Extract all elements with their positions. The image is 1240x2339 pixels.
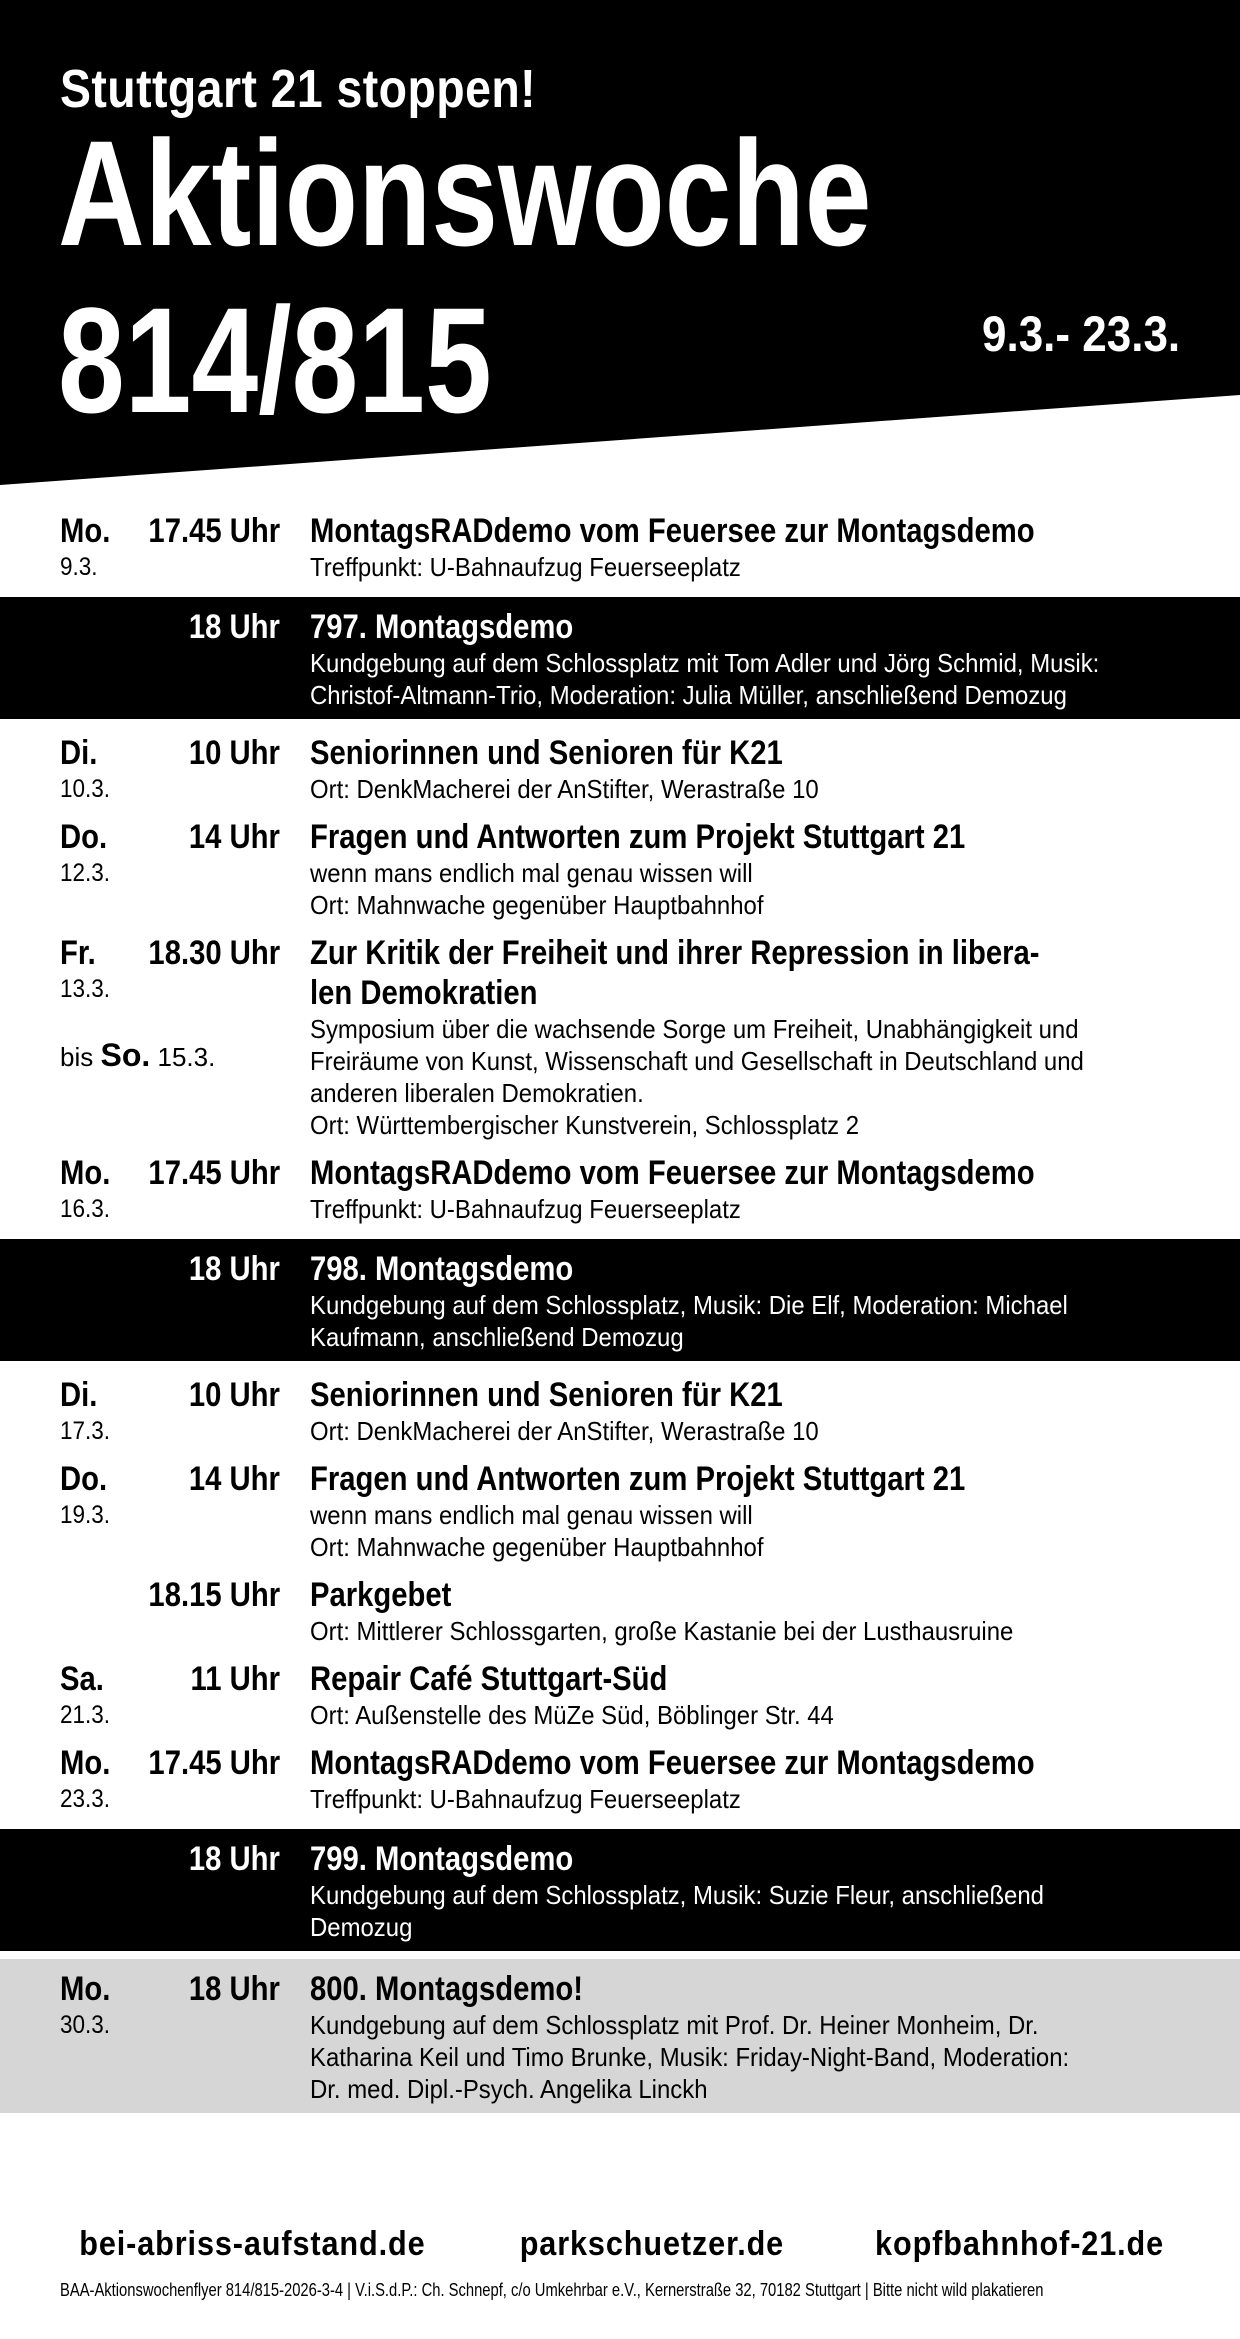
event-title: 800. Montagsdemo!: [310, 1970, 583, 2008]
event-when: [60, 817, 280, 889]
event-title: 797. Montagsdemo: [310, 608, 574, 646]
link-parkschuetzer[interactable]: parkschuetzer.de: [519, 2225, 785, 2263]
event-list: [0, 505, 1240, 2121]
event-time: 11 Uhr: [190, 1660, 280, 1698]
event-day: Di.: [60, 734, 98, 772]
event-day: Sa.: [60, 1660, 104, 1698]
event-time: 18.30 Uhr: [148, 934, 280, 972]
event-title: Zur Kritik der Freiheit und ihrer Repression in libera- len Demokratien: [310, 934, 1040, 1012]
event-day: Mo.: [60, 1970, 111, 2008]
event-details: [310, 1459, 1180, 1563]
event-end-date: [60, 1039, 215, 1073]
event-row: [0, 1239, 1240, 1361]
date-range: 9.3.- 23.3.: [981, 306, 1180, 362]
event-when: [60, 607, 280, 646]
event-description: Kundgebung auf dem Schlossplatz mit Prof. Dr. Heiner Monheim, Dr. Katharina Keil und Timo Brunke, Musik: Friday-Night-Band, Moderation: Dr. med. Dipl.-Psych. Angelika Linckh: [310, 2010, 1070, 2104]
event-when: [60, 733, 280, 805]
event-time: 17.45 Uhr: [148, 512, 280, 550]
event-row: [0, 1569, 1240, 1653]
event-row: [0, 1737, 1240, 1821]
event-when: [60, 1575, 280, 1614]
event-row: [0, 505, 1240, 589]
event-when: [60, 1969, 280, 2041]
event-date: 19.3.: [60, 1501, 111, 1529]
event-details: [310, 817, 1180, 921]
event-row: [0, 727, 1240, 811]
event-time: 18 Uhr: [188, 608, 280, 646]
event-title: MontagsRADdemo vom Feuersee zur Montagsdemo: [310, 1744, 1035, 1782]
event-description: Treffpunkt: U-Bahnaufzug Feuerseeplatz: [310, 552, 741, 582]
footer-links: [60, 2225, 1180, 2264]
event-date: 17.3.: [60, 1417, 111, 1445]
event-description: Treffpunkt: U-Bahnaufzug Feuerseeplatz: [310, 1194, 741, 1224]
bis-date: 15.3.: [157, 1042, 216, 1072]
event-date: 30.3.: [60, 2011, 111, 2039]
event-time: 14 Uhr: [188, 1460, 280, 1498]
footer: [0, 2215, 1240, 2339]
event-title: MontagsRADdemo vom Feuersee zur Montagsdemo: [310, 1154, 1035, 1192]
event-description: Ort: DenkMacherei der AnStifter, Werastraße 10: [310, 1416, 819, 1446]
link-kopfbahnhof-21[interactable]: kopfbahnhof-21.de: [874, 2225, 1164, 2263]
event-date: 12.3.: [60, 859, 111, 887]
event-title: Seniorinnen und Senioren für K21: [310, 734, 783, 772]
event-when: [60, 1375, 280, 1447]
event-row: [0, 1959, 1240, 2113]
header-banner: [0, 0, 1240, 490]
link-bei-abriss-aufstand[interactable]: bei-abriss-aufstand.de: [79, 2225, 426, 2263]
event-time: 18 Uhr: [188, 1250, 280, 1288]
event-row: [0, 1653, 1240, 1737]
event-day: Do.: [60, 1460, 108, 1498]
event-title: Fragen und Antworten zum Projekt Stuttgart 21: [310, 1460, 966, 1498]
event-day: Di.: [60, 1376, 98, 1414]
event-description: wenn mans endlich mal genau wissen will Ort: Mahnwache gegenüber Hauptbahnhof: [310, 858, 764, 920]
event-details: [310, 1153, 1180, 1225]
event-when: [60, 1743, 280, 1815]
main-title: Aktionswoche: [58, 109, 872, 277]
event-row: [0, 1453, 1240, 1569]
event-title: 798. Montagsdemo: [310, 1250, 574, 1288]
event-date: 21.3.: [60, 1701, 111, 1729]
event-description: Kundgebung auf dem Schlossplatz mit Tom Adler und Jörg Schmid, Musik: Christof-Altmann-Trio, Moderation: Julia Müller, anschließend Demozug: [310, 648, 1100, 710]
event-time: 18 Uhr: [188, 1970, 280, 2008]
event-description: Symposium über die wachsende Sorge um Freiheit, Unabhängigkeit und Freiräume von Kunst, Wissenschaft und Gesellschaft in Deutschland und anderen liberalen Demokratien. Ort: Württembergischer Kunstverein, Schlossplatz 2: [310, 1014, 1084, 1140]
event-time: 10 Uhr: [188, 1376, 280, 1414]
event-time: 17.45 Uhr: [148, 1154, 280, 1192]
event-date: 13.3.: [60, 975, 111, 1003]
supertitle: Stuttgart 21 stoppen!: [60, 59, 537, 119]
event-date: 16.3.: [60, 1195, 111, 1223]
event-details: [310, 933, 1180, 1141]
event-details: [310, 733, 1180, 805]
event-date: 9.3.: [60, 553, 98, 581]
event-description: Ort: DenkMacherei der AnStifter, Werastraße 10: [310, 774, 819, 804]
event-description: Ort: Mittlerer Schlossgarten, große Kastanie bei der Lusthausruine: [310, 1616, 1014, 1646]
event-description: Kundgebung auf dem Schlossplatz, Musik: Die Elf, Moderation: Michael Kaufmann, anschließend Demozug: [310, 1290, 1068, 1352]
event-number: 814/815: [58, 276, 492, 444]
event-description: Treffpunkt: U-Bahnaufzug Feuerseeplatz: [310, 1784, 741, 1814]
event-time: 10 Uhr: [188, 734, 280, 772]
bis-prefix: bis: [60, 1042, 94, 1072]
event-details: [310, 1659, 1180, 1731]
event-details: [310, 1575, 1180, 1647]
event-time: 18 Uhr: [188, 1840, 280, 1878]
event-description: Ort: Außenstelle des MüZe Süd, Böblinger Str. 44: [310, 1700, 834, 1730]
event-title: Parkgebet: [310, 1576, 452, 1614]
event-details: [310, 1249, 1180, 1353]
bis-day: So.: [100, 1037, 151, 1073]
event-time: 14 Uhr: [188, 818, 280, 856]
event-details: [310, 1375, 1180, 1447]
event-date: 23.3.: [60, 1785, 111, 1813]
event-row: [0, 927, 1240, 1147]
event-title: MontagsRADdemo vom Feuersee zur Montagsdemo: [310, 512, 1035, 550]
event-description: wenn mans endlich mal genau wissen will Ort: Mahnwache gegenüber Hauptbahnhof: [310, 1500, 764, 1562]
event-time: 17.45 Uhr: [148, 1744, 280, 1782]
event-details: [310, 1839, 1180, 1943]
event-row: [0, 811, 1240, 927]
event-date: 10.3.: [60, 775, 111, 803]
event-when: [60, 1459, 280, 1531]
event-details: [310, 511, 1180, 583]
event-title: Seniorinnen und Senioren für K21: [310, 1376, 783, 1414]
event-when: [60, 1659, 280, 1731]
event-time: 18.15 Uhr: [148, 1576, 280, 1614]
event-day: Fr.: [60, 934, 96, 972]
event-when: [60, 1249, 280, 1288]
event-details: [310, 607, 1180, 711]
event-when: [60, 1153, 280, 1225]
event-day: Do.: [60, 818, 108, 856]
event-row: [0, 1369, 1240, 1453]
event-when: [60, 933, 280, 1005]
event-day: Mo.: [60, 1744, 111, 1782]
event-title: Fragen und Antworten zum Projekt Stuttgart 21: [310, 818, 966, 856]
event-when: [60, 511, 280, 583]
event-day: Mo.: [60, 1154, 111, 1192]
imprint: BAA-Aktionswochenflyer 814/815-2026-3-4 | V.i.S.d.P.: Ch. Schnepf, c/o Umkehrbar e.V., Kernerstraße 32, 70182 Stuttgart | Bitte nicht wild plakatieren: [60, 2280, 1044, 2300]
event-title: 799. Montagsdemo: [310, 1840, 574, 1878]
event-details: [310, 1969, 1180, 2105]
event-title: Repair Café Stuttgart-Süd: [310, 1660, 668, 1698]
event-row: [0, 1147, 1240, 1231]
event-row: [0, 597, 1240, 719]
event-when: [60, 1839, 280, 1878]
event-details: [310, 1743, 1180, 1815]
event-day: Mo.: [60, 512, 111, 550]
event-description: Kundgebung auf dem Schlossplatz, Musik: Suzie Fleur, anschließend Demozug: [310, 1880, 1044, 1942]
event-row: [0, 1829, 1240, 1951]
